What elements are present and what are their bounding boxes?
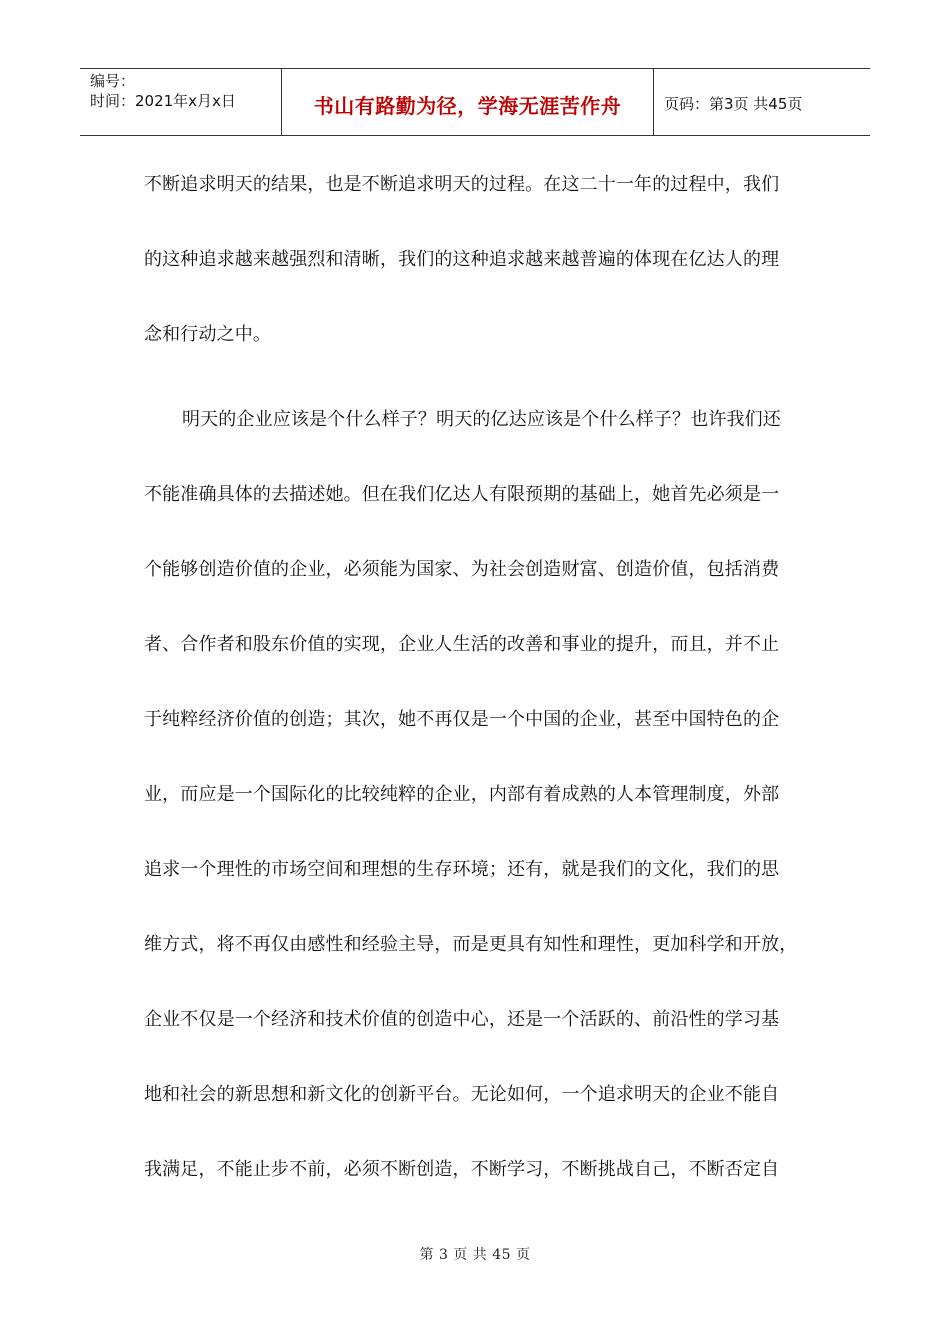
paragraph-gap — [144, 372, 834, 382]
document-header — [80, 68, 870, 136]
text-line: 追求一个理性的市场空间和理想的生存环境；还有，就是我们的文化，我们的思 — [144, 859, 780, 880]
text-line: 个能够创造价值的企业，必须能为国家、为社会创造财富、创造价值，包括消费 — [144, 559, 780, 580]
header-meta-cell — [80, 69, 282, 135]
header-motto: 书山有路勤为径，学海无涯苦作舟 — [313, 93, 622, 118]
header-page-info: 页码：第3页 共45页 — [664, 94, 803, 113]
text-line: 企业不仅是一个经济和技术价值的创造中心，还是一个活跃的、前沿性的学习基 — [144, 1009, 780, 1030]
header-page-cell — [654, 69, 870, 135]
document-date: 时间：2021年x月x日 — [90, 92, 236, 110]
text-line: 明天的企业应该是个什么样子？明天的亿达应该是个什么样子？也许我们还 — [182, 409, 781, 430]
text-line: 的这种追求越来越强烈和清晰，我们的这种追求越来越普遍的体现在亿达人的理 — [144, 249, 780, 270]
text-line: 于纯粹经济价值的创造；其次，她不再仅是一个中国的企业，甚至中国特色的企 — [144, 709, 780, 730]
text-line: 维方式，将不再仅由感性和经验主导，而是更具有知性和理性，更加科学和开放， — [144, 934, 798, 955]
header-motto-cell — [282, 69, 654, 135]
text-line: 者、合作者和股东价值的实现，企业人生活的改善和事业的提升，而且，并不止 — [144, 634, 780, 655]
text-line: 地和社会的新思想和新文化的创新平台。无论如何，一个追求明天的企业不能自 — [144, 1084, 780, 1105]
text-line: 念和行动之中。 — [144, 324, 272, 345]
document-body — [144, 147, 834, 1207]
page-footer: 第 3 页 共 45 页 — [419, 1247, 531, 1263]
text-line: 我满足，不能止步不前，必须不断创造，不断学习，不断挑战自己，不断否定自 — [144, 1159, 780, 1180]
paragraph — [144, 147, 834, 372]
text-line: 不断追求明天的结果，也是不断追求明天的过程。在这二十一年的过程中，我们 — [144, 174, 780, 195]
document-number-label: 编号： — [90, 72, 136, 90]
paragraph — [144, 382, 834, 1207]
text-line: 不能准确具体的去描述她。但在我们亿达人有限预期的基础上，她首先必须是一 — [144, 484, 780, 505]
text-line: 业，而应是一个国际化的比较纯粹的企业，内部有着成熟的人本管理制度，外部 — [144, 784, 780, 805]
